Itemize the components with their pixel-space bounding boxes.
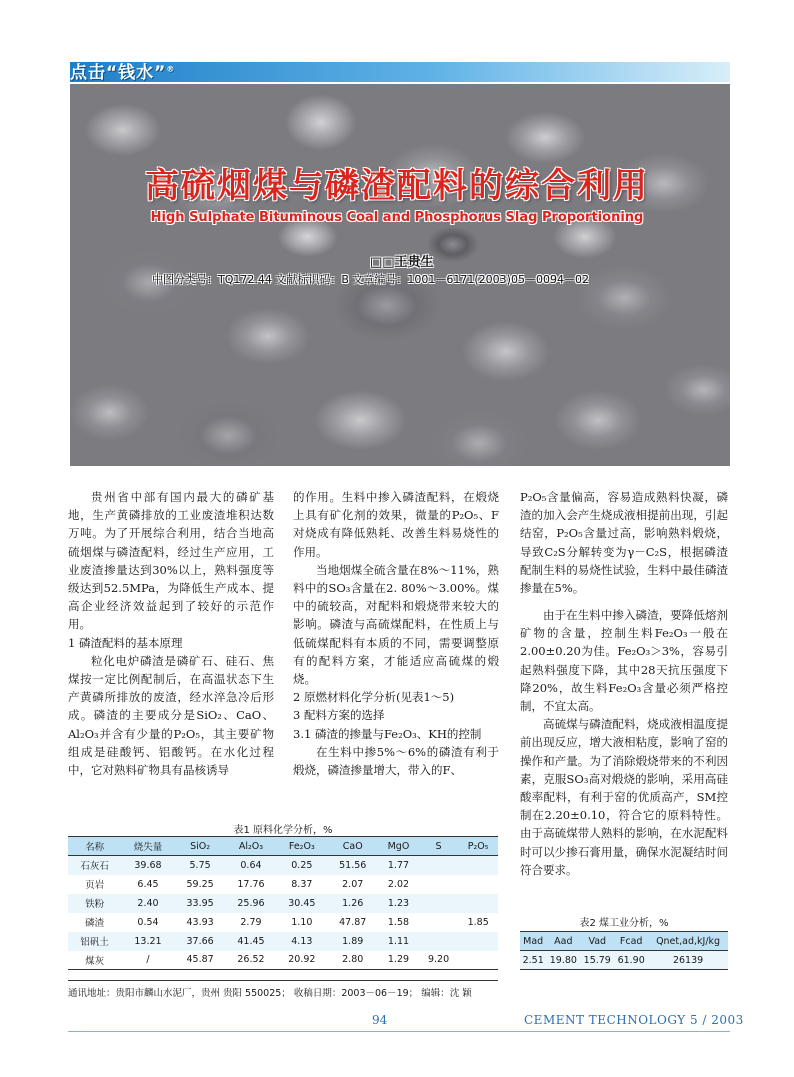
cell: 47.87 [339,916,367,928]
cell: 8.37 [291,878,313,890]
table-header-row [68,837,498,856]
header-cell: Qnet,ad,kJ/kg [656,935,721,947]
cell: 石灰石 [80,861,109,873]
cell: 1.26 [342,897,364,909]
article-subtitle: High Sulphate Bituminous Coal and Phosphorus Slag Proportioning [150,210,644,225]
article-title: 高硫烟煤与磷渣配料的综合利用 [145,166,649,206]
paragraph: 在生料中掺5%～6%的磷渣有利于煅烧，磷渣掺量增大，带入的F、 [293,744,499,778]
cell [458,875,498,894]
body-column-3-top [520,488,728,597]
body-column-1 [68,488,274,779]
cell: 15.79 [583,954,611,966]
cell: 41.45 [237,935,265,947]
paragraph: 粒化电炉磷渣是磷矿石、硅石、焦煤按一定比例配制后，在高温状态下生产黄磷所排放的废渣，经水淬急冷后形成。磷渣的主要成分是SiO₂、CaO、Al₂O₃并含有少量的P₂O₅，其主要矿物组成是硅酸钙、铝酸钙。在水化过程中，它对熟料矿物具有晶核诱导 [68,653,274,778]
table2-caption: 表2 煤工业分析，% [579,918,669,929]
header-cell: Fcad [619,935,643,947]
cell: 1.23 [387,897,410,909]
table-row [68,913,498,932]
cell: 1.10 [291,916,313,928]
table-header-row [520,932,728,951]
cell: 2.79 [240,916,262,928]
cell [458,856,498,875]
cell: 13.21 [134,935,162,947]
table-row [68,856,498,875]
table-row [68,932,498,951]
cell: 铁粉 [85,899,105,910]
table2-coal-analysis [520,931,728,970]
body-column-2 [293,488,499,779]
table-row [68,875,498,894]
cell: 磷渣 [85,918,105,929]
header-cell: Al₂O₃ [238,840,264,852]
cell: 2.80 [342,954,364,966]
table-row [68,894,498,913]
cell: 25.96 [237,897,265,909]
cell: 5.75 [189,859,211,871]
header-cell: SiO₂ [190,840,211,852]
header-cell: Fe₂O₃ [288,840,315,852]
header-cell: P₂O₅ [467,840,489,852]
cell: 20.92 [288,954,316,966]
journal-name: CEMENT TECHNOLOGY 5 / 2003 [524,1013,744,1027]
cell: 33.95 [186,897,214,909]
cell: 2.02 [387,878,410,890]
cell: 37.66 [186,935,214,947]
header-cell: S [435,840,442,852]
cell: 1.11 [387,935,410,947]
footer-divider [68,980,498,981]
cell [419,875,459,894]
section-label-text: 点击“钱水” [70,63,167,83]
cell: 26139 [672,954,704,966]
section-heading: 3 配料方案的选择 [293,708,385,723]
cell: 0.25 [291,859,313,871]
cell: 煤灰 [85,955,105,967]
footer-contact-note: 通讯地址：贵阳市麟山水泥厂，贵州 贵阳 550025； 收稿日期：2003－06－19； 编辑：沈 颖 [68,988,472,999]
cell [458,932,498,951]
cell: 1.85 [467,916,489,928]
paragraph: 的作用。生料中掺入磷渣配料，在煅烧上具有矿化剂的效果，微量的P₂O₅、F对烧成有降低熟耗、改善生料易烧性的作用。 [293,490,499,559]
body-column-3-bottom [520,606,728,879]
cell: 45.87 [186,954,214,966]
cell: 51.56 [339,859,367,871]
table-row [68,951,498,970]
cell [419,856,459,875]
classification-line: 中图分类号：TQ172.44 文献标识码：B 文章编号：1001－6171(2003)05－0094－02 [152,273,589,286]
cell: 1.29 [387,954,410,966]
cell [419,913,459,932]
bottom-divider [68,1031,730,1032]
author-name: □□王贵生 [370,255,434,270]
registered-mark: ® [166,64,176,74]
cell: 1.58 [387,916,410,928]
cell: 19.80 [549,954,577,966]
cell: 0.64 [240,859,262,871]
cell: 30.45 [288,897,316,909]
section-label [70,58,175,83]
cell: 17.76 [237,878,265,890]
header-cell: 名称 [85,842,105,853]
subsection-heading: 3.1 磷渣的掺量与Fe₂O₃、KH的控制 [293,726,482,741]
cell [458,894,498,913]
cell: 39.68 [134,859,162,871]
header-cell: 烧失量 [133,842,163,853]
cell: 1.77 [387,859,410,871]
paragraph: 当地烟煤全硫含量在8%～11%，熟料中的SO₃含量在2. 80%～3.00%。煤中的硫较高，对配料和煅烧带来较大的影响。磷渣与高硫煤配料，在性质上与低硫煤配料有本质的不同，需要调整原有的配料方案，才能适应高硫煤的煅烧。 [293,562,499,687]
cell: 59.25 [186,878,214,890]
paragraph: P₂O₅含量偏高，容易造成熟料快凝，磷渣的加入会产生烧成液相提前出现，引起结窑，P₂O₅含量过高，影响熟料煅烧，导致C₂S分解转变为γ－C₂S，根据磷渣配制生料的易烧性试验，生料中最佳磷渣掺量在5%。 [520,490,728,596]
table1-caption: 表1 原料化学分析，% [233,825,333,836]
cell: 26.52 [237,954,265,966]
section-heading: 1 磷渣配料的基本原理 [68,635,183,650]
cell: 4.13 [291,935,313,947]
cell [419,894,459,913]
cell: 61.90 [617,954,645,966]
page-number: 94 [372,1013,388,1027]
cell: 9.20 [427,954,450,966]
cell: 6.45 [137,878,159,890]
cell: 2.40 [137,897,159,909]
cell: 2.51 [522,954,544,966]
cell: 43.93 [186,916,214,928]
paragraph: 贵州省中部有国内最大的磷矿基地，生产黄磷排放的工业废渣堆积达数万吨。为了开展综合利用，结合当地高硫烟煤与磷渣配料，经过生产应用，工业废渣掺量达到30%以上，熟料强度等级达到52.5MPa，为降低生产成本、提高企业经济效益起到了较好的示范作用。 [68,490,274,632]
table1-raw-material-analysis [68,836,498,970]
paragraph: 高硫煤与磷渣配料，烧成液相温度提前出现反应，增大液相粘度，影响了窑的操作和产量。为了消除煅烧带来的不利因素，克服SO₃高对煅烧的影响，采用高硅酸率配料，有利于窑的优质高产，SM控制在2.20±0.10，符合它的原料特性。由于高硫煤带人熟料的影响，在水泥配料时可以少掺石膏用量，确保水泥凝结时间符合要求。 [520,717,728,877]
cell: 铝矾土 [80,937,109,948]
table-row [520,951,728,970]
header-cell: CaO [342,840,363,852]
header-cell: MgO [387,840,410,852]
header-cell: Vad [588,935,607,947]
cell: 0.54 [137,916,159,928]
header-cell: Mad [523,935,544,947]
cell: 页岩 [85,880,105,891]
section-heading: 2 原燃材料化学分析(见表1～5) [293,690,455,705]
header-cell: Aad [554,935,573,947]
cell: 2.07 [342,878,364,890]
cell: / [146,954,150,966]
cell [419,932,459,951]
cell: 1.89 [342,935,364,947]
cell [458,951,498,970]
paragraph: 由于在生料中掺入磷渣，要降低熔剂矿物的含量，控制生料Fe₂O₃一般在2.00±0.20为佳。Fe₂O₃＞3%，容易引起熟料强度下降，其中28天抗压强度下降20%，故生料Fe₂O₃含量必须严格控制，不宜太高。 [520,608,728,714]
